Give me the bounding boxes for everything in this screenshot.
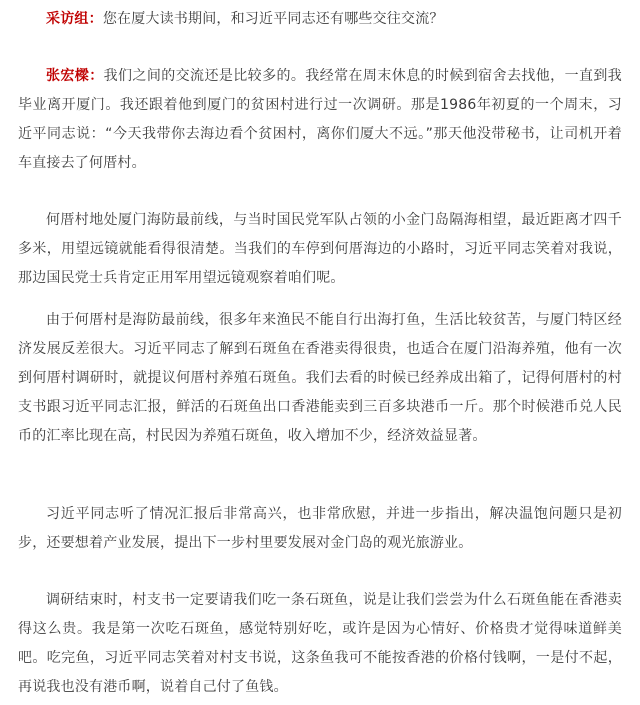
interviewer-label: 采访组： [46,11,103,27]
question-text: 您在厦大读书期间，和习近平同志还有哪些交往交流？ [102,11,444,27]
paragraph-3: 习近平同志听了情况汇报后非常高兴，也非常欣慰，并进一步指出，解决温饱问题只是初步，还要想着产业发展，提出下一步村里要发展对金门岛的观光旅游业。 [18,506,622,551]
paragraph-2: 由于何厝村是海防最前线，很多年来渔民不能自行出海打鱼，生活比较贫苦，与厦门特区经济发展反差很大。习近平同志了解到石斑鱼在香港卖得很贵，也适合在厦门沿海养殖，他有一次到何厝村调研时，就提议何厝村养殖石斑鱼。我们去看的时候已经养成出箱了，记得何厝村的村支书跟习近平同志汇报，鲜活的石斑鱼出口香港能卖到三百多块港币一斤。那个时候港币兑人民币的汇率比现在高，村民因为养殖石斑鱼，收入增加不少，经济效益显著。 [18,312,622,444]
paragraph-4: 调研结束时，村支书一定要请我们吃一条石斑鱼，说是让我们尝尝为什么石斑鱼能在香港卖得这么贵。我是第一次吃石斑鱼，感觉特别好吃，或许是因为心情好、价格贵才觉得味道鲜美吧。吃完鱼，习近平同志笑着对村支书说，这条鱼我可不能按香港的价格付钱啊，一是付不起，再说我也没有港币啊，说着自己付了鱼钱。 [18,592,622,695]
answer-paragraph [18,62,622,178]
interviewee-label: 张宏樑： [46,68,104,84]
answer-text: 我们之间的交流还是比较多的。我经常在周末休息的时候到宿舍去找他，一直到我毕业离开厦门。我还跟着他到厦门的贫困村进行过一次调研。那是1986年初夏的一个周末，习近平同志说：“今天我带你去海边看个贫困村，离你们厦大不远。”那天他没带秘书，让司机开着车直接去了何厝村。 [18,68,622,171]
paragraph-1: 何厝村地处厦门海防最前线，与当时国民党军队占领的小金门岛隔海相望，最近距离才四千多米，用望远镜就能看得很清楚。当我们的车停到何厝海边的小路时，习近平同志笑着对我说，那边国民党士兵肯定正用军用望远镜观察着咱们呢。 [18,212,622,286]
question-paragraph [18,5,622,34]
